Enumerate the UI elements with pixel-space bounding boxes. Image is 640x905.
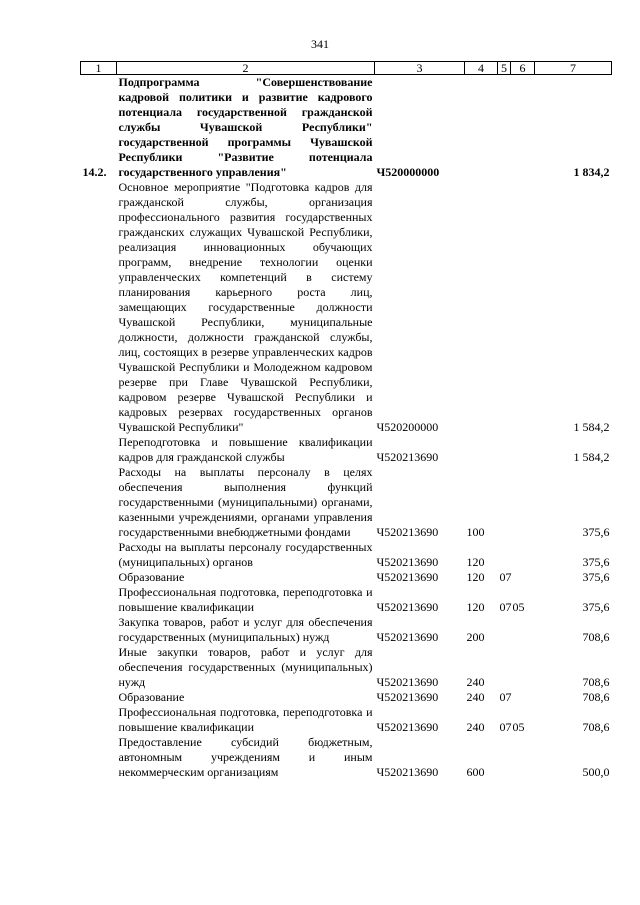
cell-c6 xyxy=(511,75,535,181)
cell-c4: 200 xyxy=(466,630,485,644)
cell-code: Ч520213690 xyxy=(376,765,439,779)
cell-c4: 120 xyxy=(466,555,485,569)
cell-name: Образование xyxy=(118,570,185,584)
cell-num xyxy=(81,570,117,585)
cell-amount: 1 584,2 xyxy=(573,450,610,464)
cell-c5 xyxy=(498,735,511,780)
cell-code: Ч520213690 xyxy=(376,525,439,539)
cell-name: Образование xyxy=(118,690,185,704)
header-col-2: 2 xyxy=(117,62,375,75)
cell-c4: 240 xyxy=(466,675,485,689)
cell-c6 xyxy=(511,735,535,780)
cell-c5 xyxy=(498,540,511,570)
cell-num xyxy=(81,690,117,705)
cell-name: Переподготовка и повышение квалификации кадров для гражданской службы xyxy=(118,435,373,464)
cell-code: Ч520213690 xyxy=(376,450,439,464)
header-col-3: 3 xyxy=(375,62,465,75)
cell-num xyxy=(81,540,117,570)
cell-amount: 375,6 xyxy=(582,525,610,539)
table-row xyxy=(81,615,612,645)
cell-amount: 708,6 xyxy=(582,630,610,644)
cell-name: Закупка товаров, работ и услуг для обеспечения государственных (муниципальных) нужд xyxy=(118,615,373,644)
table-row xyxy=(81,645,612,690)
cell-c6 xyxy=(511,645,535,690)
cell-num xyxy=(81,735,117,780)
header-col-4: 4 xyxy=(465,62,498,75)
table-row xyxy=(81,735,612,780)
cell-code: Ч520213690 xyxy=(376,600,439,614)
table-row xyxy=(81,690,612,705)
cell-c5: 07 xyxy=(499,600,512,614)
cell-c6 xyxy=(511,540,535,570)
cell-c4: 240 xyxy=(466,720,485,734)
cell-name: Подпрограмма "Совершенствование кадровой политики и развитие кадрового потенциала государственной гражданской службы Чувашской Республики" государственной программы Чувашской Республики "Развитие потенциала государственного управления" xyxy=(118,75,373,179)
cell-amount: 708,6 xyxy=(582,675,610,689)
cell-name: Профессиональная подготовка, переподготовка и повышение квалификации xyxy=(118,705,373,734)
cell-name: Иные закупки товаров, работ и услуг для обеспечения государственных (муниципальных) нужд xyxy=(118,645,373,689)
cell-c5 xyxy=(498,645,511,690)
header-col-5: 5 xyxy=(498,62,511,75)
cell-c6 xyxy=(511,570,535,585)
cell-c4: 240 xyxy=(466,690,485,704)
cell-c5 xyxy=(498,180,511,435)
cell-c6 xyxy=(511,180,535,435)
cell-c6: 05 xyxy=(512,600,525,614)
cell-c4: 100 xyxy=(466,525,485,539)
cell-c5 xyxy=(498,465,511,540)
page-number: 341 xyxy=(311,37,329,51)
table-row xyxy=(81,540,612,570)
cell-c4 xyxy=(465,75,498,181)
cell-num xyxy=(81,585,117,615)
cell-code: Ч520213690 xyxy=(376,720,439,734)
cell-code: Ч520200000 xyxy=(376,420,439,434)
cell-amount: 1 834,2 xyxy=(573,165,610,179)
cell-code: Ч520213690 xyxy=(376,675,439,689)
header-row xyxy=(81,62,612,75)
cell-num xyxy=(81,435,117,465)
cell-c4: 120 xyxy=(466,600,485,614)
cell-name: Основное мероприятие "Подготовка кадров для гражданской службы, организация профессионального развития государственных гражданских служащих Чувашской Республики, реализация инновационных обучающих программ, внедрение технологии оценки управленческих компетенций в систему планирования карьерного роста лиц, замещающих государственные должности Чувашской Республики, муниципальные должности, должности гражданской службы, лиц, состоящих в резерве управленческих кадров Чувашской Республики и Молодежном кадровом резерве при Главе Чувашской Республики, кадровом резерве Чувашской Республики и кадровых резервах государственных органов Чувашской Республики" xyxy=(118,180,373,434)
table-row xyxy=(81,465,612,540)
cell-code: Ч520213690 xyxy=(376,690,439,704)
cell-amount: 375,6 xyxy=(582,570,610,584)
header-col-1: 1 xyxy=(81,62,117,75)
cell-amount: 375,6 xyxy=(582,555,610,569)
table-row xyxy=(81,585,612,615)
budget-table xyxy=(80,61,612,780)
cell-amount: 500,0 xyxy=(582,765,610,779)
header-col-6: 6 xyxy=(511,62,535,75)
cell-c5: 07 xyxy=(499,720,512,734)
cell-name: Расходы на выплаты персоналу государственных (муниципальных) органов xyxy=(118,540,373,569)
header-col-7: 7 xyxy=(535,62,612,75)
cell-num xyxy=(81,465,117,540)
cell-num xyxy=(81,615,117,645)
cell-c6 xyxy=(511,615,535,645)
table-row xyxy=(81,705,612,735)
cell-name: Предоставление субсидий бюджетным, автономным учреждениям и иным некоммерческим организациям xyxy=(118,735,373,779)
cell-c6: 05 xyxy=(512,720,525,734)
cell-name: Профессиональная подготовка, переподготовка и повышение квалификации xyxy=(118,585,373,614)
cell-amount: 375,6 xyxy=(582,600,610,614)
cell-c5 xyxy=(498,435,511,465)
cell-amount: 708,6 xyxy=(582,720,610,734)
cell-c6 xyxy=(511,690,535,705)
cell-code: Ч520213690 xyxy=(376,630,439,644)
cell-code: Ч520213690 xyxy=(376,570,439,584)
cell-c6 xyxy=(511,435,535,465)
cell-c6 xyxy=(511,465,535,540)
table-row xyxy=(81,570,612,585)
cell-c4: 120 xyxy=(466,570,485,584)
cell-num xyxy=(81,180,117,435)
cell-amount: 708,6 xyxy=(582,690,610,704)
cell-code: Ч520213690 xyxy=(376,555,439,569)
cell-amount: 1 584,2 xyxy=(573,420,610,434)
cell-num: 14.2. xyxy=(82,165,107,179)
cell-c5: 07 xyxy=(499,690,512,704)
cell-c4 xyxy=(465,180,498,435)
cell-c5 xyxy=(498,75,511,181)
cell-c5 xyxy=(498,615,511,645)
table-row xyxy=(81,180,612,435)
cell-code: Ч520000000 xyxy=(376,165,440,179)
table-row xyxy=(81,75,612,181)
cell-c5: 07 xyxy=(499,570,512,584)
cell-num xyxy=(81,705,117,735)
cell-num xyxy=(81,645,117,690)
cell-c4 xyxy=(465,435,498,465)
table-row xyxy=(81,435,612,465)
cell-name: Расходы на выплаты персоналу в целях обеспечения выполнения функций государственными (муниципальными) органами, казенными учреждениями, органами управления государственными внебюджетными фондами xyxy=(118,465,373,539)
cell-c4: 600 xyxy=(466,765,485,779)
